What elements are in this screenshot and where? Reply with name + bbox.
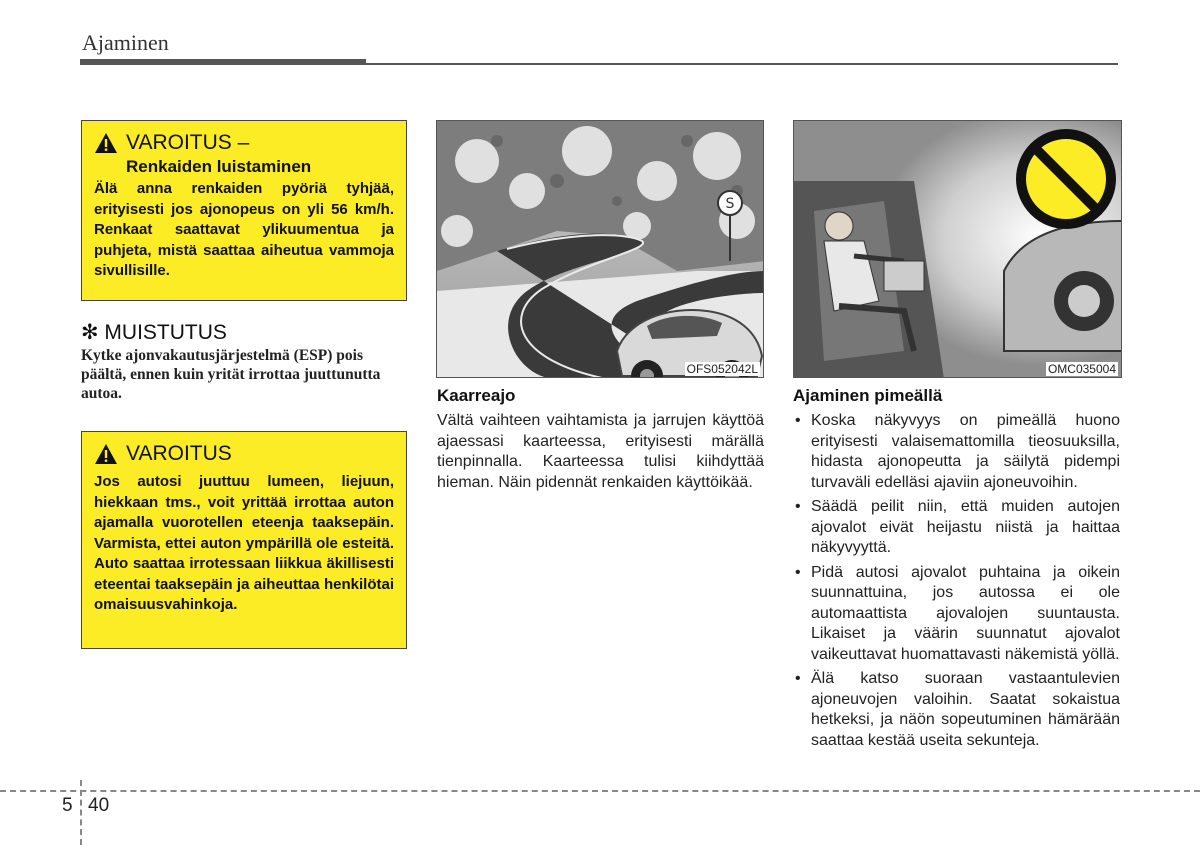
figure-code: OFS052042L	[686, 362, 758, 376]
night-driving-list	[793, 411, 1120, 755]
night-driving-illustration	[794, 121, 1122, 378]
footer-vertical-divider	[80, 780, 82, 845]
warning-heading	[94, 442, 394, 466]
warning-triangle-icon	[94, 443, 118, 465]
section-title-curve: Kaarreajo	[437, 386, 516, 405]
list-item: • Pidä autosi ajovalot puhtaina ja oikein suunnattuina, jos autossa ei ole automaattista ajovalojen suuntausta. Likaiset ja väärin suunnatut ajovalot vaikeuttavat huomattavasti näkemistä yöllä.	[793, 563, 1120, 666]
figure-curve-road	[436, 120, 764, 378]
list-item: • Koska näkyvyys on pimeällä huono erityisesti valaisemattomilla tieosuuksilla, hidasta ajonopeutta ja säilytä pidempi turvaväli edelläsi ajaviin ajoneuvoihin.	[793, 411, 1120, 493]
section-body-curve: Vältä vaihteen vaihtamista ja jarrujen käyttöä ajaessasi kaarteessa, erityisesti märällä tienpinnalla. Kaarteessa tulisi kiihdyttää hieman. Näin pidennät renkaiden käyttöikää.	[437, 412, 764, 491]
page-header-title: Ajaminen	[82, 30, 169, 55]
warning-title: VAROITUS	[126, 442, 232, 465]
list-item: • Säädä peilit niin, että muiden autojen ajovalot eivät heijastu niistä ja haittaa näkyvyyttä.	[793, 497, 1120, 559]
chapter-number: 5	[62, 795, 73, 816]
figure-code: OMC035004	[1047, 362, 1116, 376]
footer-divider	[0, 790, 1200, 792]
list-item: • Älä katso suoraan vastaantulevien ajoneuvojen valoihin. Saatat sokaistua hetkeksi, ja näön sopeutuminen hämärään saattaa kestää useita sekunteja.	[793, 669, 1120, 751]
road-sign-icon: S	[725, 196, 735, 212]
header-rule-thick	[80, 59, 366, 65]
warning-title: VAROITUS –	[126, 131, 250, 154]
curve-road-illustration	[437, 121, 764, 378]
warning-heading	[94, 131, 394, 155]
note-body: Kytke ajonvakautusjärjestelmä (ESP) pois päältä, ennen kuin yrität irrottaa juuttunutta autoa.	[81, 347, 381, 402]
warning-body: Jos autosi juuttuu lumeen, liejuun, hiekkaan tms., voit yrittää irrottaa auton ajamalla vuorotellen eteenja taaksepäin. Varmista, ettei auton ympärillä ole esteitä. Auto saattaa irrotessaan liikkua äkillisesti eteentai taaksepäin ja aiheuttaa henkilötai omaisuusvahinkoja.	[94, 473, 394, 613]
section-title-night: Ajaminen pimeällä	[793, 386, 943, 405]
warning-triangle-icon	[94, 132, 118, 154]
warning-box-stuck-vehicle	[81, 431, 407, 649]
note-title: ✻ MUISTUTUS	[81, 321, 227, 344]
figure-night-driving	[793, 120, 1122, 378]
header-rule-thin	[366, 63, 1118, 65]
warning-box-tire-spin	[81, 120, 407, 301]
warning-subtitle: Renkaiden luistaminen	[126, 157, 312, 176]
warning-body: Älä anna renkaiden pyöriä tyhjää, erityisesti jos ajonopeus on yli 56 km/h. Renkaat saattavat ylikuumentua ja puhjeta, mistä saattaa aiheutua vammoja sivullisille.	[94, 180, 394, 279]
page-number: 40	[88, 795, 110, 816]
